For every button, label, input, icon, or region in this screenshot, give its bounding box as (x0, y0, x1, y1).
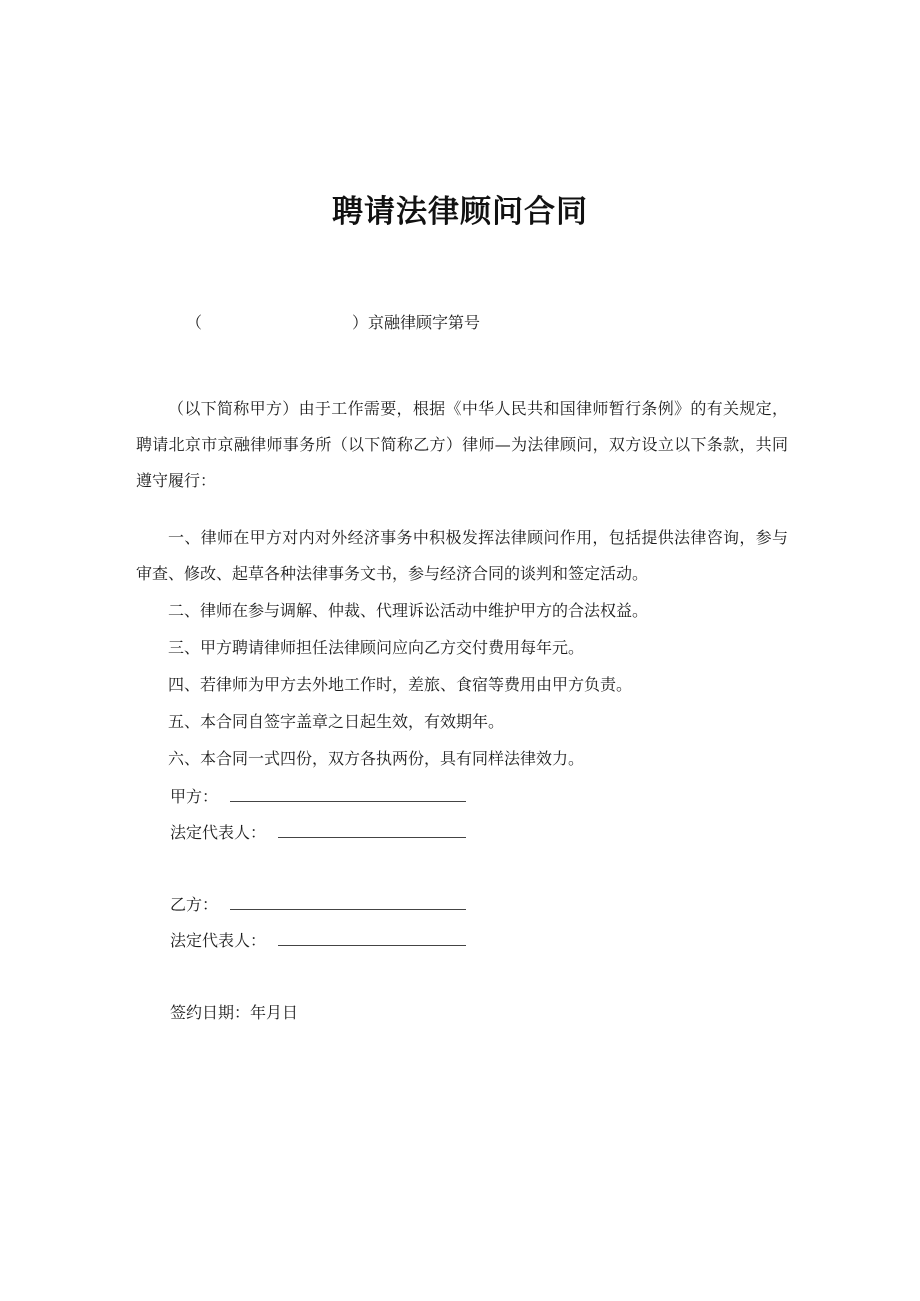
document-number-suffix: ）京融律顾字第号 (352, 313, 481, 332)
clause-3: 三、甲方聘请律师担任法律顾问应向乙方交付费用每年元。 (168, 638, 585, 657)
party-a-representative-line[interactable] (278, 823, 466, 838)
party-a-signature-row (170, 784, 466, 807)
party-a-signature-line[interactable] (230, 787, 466, 802)
party-b-representative-label: 法定代表人： (170, 931, 267, 950)
document-number-open-paren: （ (186, 313, 203, 332)
clause-6: 六、本合同一式四份，双方各执两份，具有同样法律效力。 (168, 749, 585, 768)
document-title: 聘请法律顾问合同 (332, 194, 588, 230)
party-a-label: 甲方： (170, 787, 219, 806)
clause-2: 二、律师在参与调解、仲裁、代理诉讼活动中维护甲方的合法权益。 (168, 601, 649, 620)
document-number (186, 310, 480, 333)
party-a-representative-label: 法定代表人： (170, 823, 267, 842)
party-b-representative-row (170, 928, 466, 951)
clause-list (136, 520, 788, 777)
clause-5: 五、本合同自签字盖章之日起生效，有效期年。 (168, 712, 505, 731)
party-b-representative-line[interactable] (278, 931, 466, 946)
signing-date: 签约日期：年月日 (170, 1003, 299, 1022)
party-b-signature-line[interactable] (230, 895, 466, 910)
intro-paragraph: （以下简称甲方）由于工作需要，根据《中华人民共和国律师暂行条例》的有关规定，聘请北京市京融律师事务所（以下简称乙方）律师—为法律顾问，双方设立以下条款，共同遵守履行： (136, 399, 788, 490)
party-b-signature-row (170, 892, 466, 915)
clause-4: 四、若律师为甲方去外地工作时，差旅、食宿等费用由甲方负责。 (168, 675, 633, 694)
party-a-representative-row (170, 820, 466, 843)
party-b-label: 乙方： (170, 895, 219, 914)
clause-1: 一、律师在甲方对内对外经济事务中积极发挥法律顾问作用，包括提供法律咨询，参与审查、修改、起草各种法律事务文书，参与经济合同的谈判和签定活动。 (136, 528, 788, 583)
